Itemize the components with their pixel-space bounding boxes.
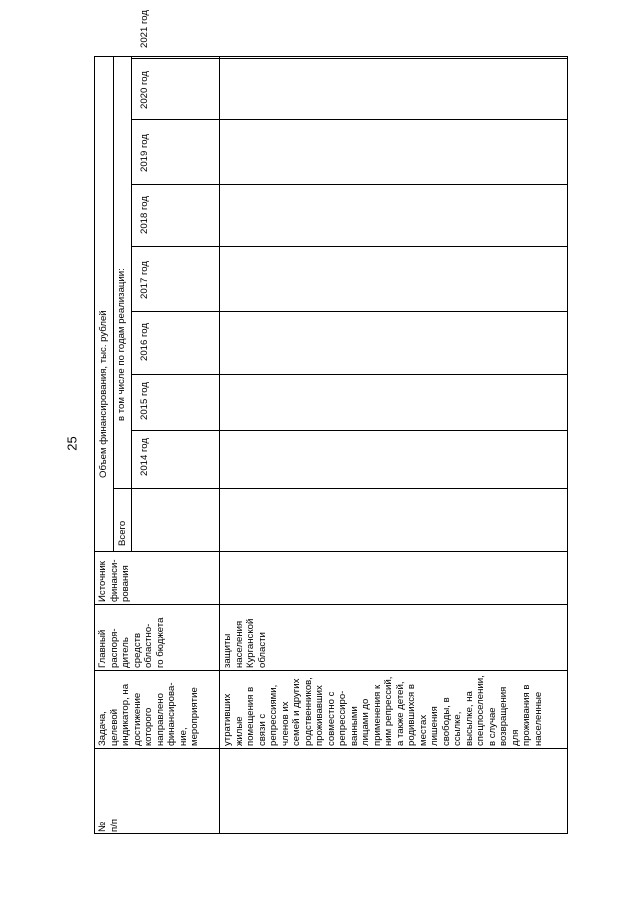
year-2019: 2019 год xyxy=(139,133,150,172)
col-line-2016 xyxy=(131,311,568,312)
col-line-num xyxy=(94,748,568,749)
year-2016: 2016 год xyxy=(139,322,150,361)
financing-table xyxy=(94,9,568,834)
header-total: Всего xyxy=(117,520,128,546)
years-divider xyxy=(131,56,132,551)
col-line-2019 xyxy=(131,119,568,120)
col-line-2017 xyxy=(131,246,568,247)
table-border-bottom xyxy=(94,833,568,834)
header-divider xyxy=(219,56,220,834)
col-line-2015 xyxy=(131,374,568,375)
row-manager-text: защиты населения Курганской области xyxy=(222,618,268,668)
table-border-top xyxy=(94,56,568,57)
header-manager: Главный распоря- дитель средств областно- го бюджета xyxy=(97,617,166,668)
col-line-2014 xyxy=(131,430,568,431)
header-volume: Объем финансирования, тыс. рублей xyxy=(98,310,109,478)
year-2020: 2020 год xyxy=(139,70,150,109)
col-line-task xyxy=(94,670,568,671)
year-2014: 2014 год xyxy=(139,437,150,476)
header-task: Задача, целевой индикатор, на достижение которого направлено финансирова- ние, мероприятие xyxy=(97,682,200,746)
row-task-text: утративших жилые помещения в связи с репрессиями, членов их семей и других родственников, проживавших совместно с репрессиро- ванными лицами до применения к ним репрессий, а также детей, родившихся в местах лишения свободы, в ссылке, высылке, на спецпоселении, в случае возвращения для проживания в населенные xyxy=(222,675,544,746)
page-number: 25 xyxy=(64,436,80,451)
volume-divider xyxy=(113,56,114,551)
col-line-2020 xyxy=(131,58,568,59)
header-by-years: в том числе по годам реализации: xyxy=(116,268,127,421)
year-2017: 2017 год xyxy=(139,260,150,299)
table-border-left xyxy=(94,56,95,834)
col-line-total xyxy=(113,488,568,489)
col-line-manager xyxy=(94,604,568,605)
header-num: № п/п xyxy=(97,818,120,832)
year-2021: 2021 год xyxy=(139,9,150,48)
header-source: Источник финанси- рования xyxy=(97,559,131,602)
col-line-2018 xyxy=(131,184,568,185)
table-border-right xyxy=(567,56,568,834)
year-2015: 2015 год xyxy=(139,381,150,420)
col-line-source xyxy=(94,551,568,552)
year-2018: 2018 год xyxy=(139,195,150,234)
